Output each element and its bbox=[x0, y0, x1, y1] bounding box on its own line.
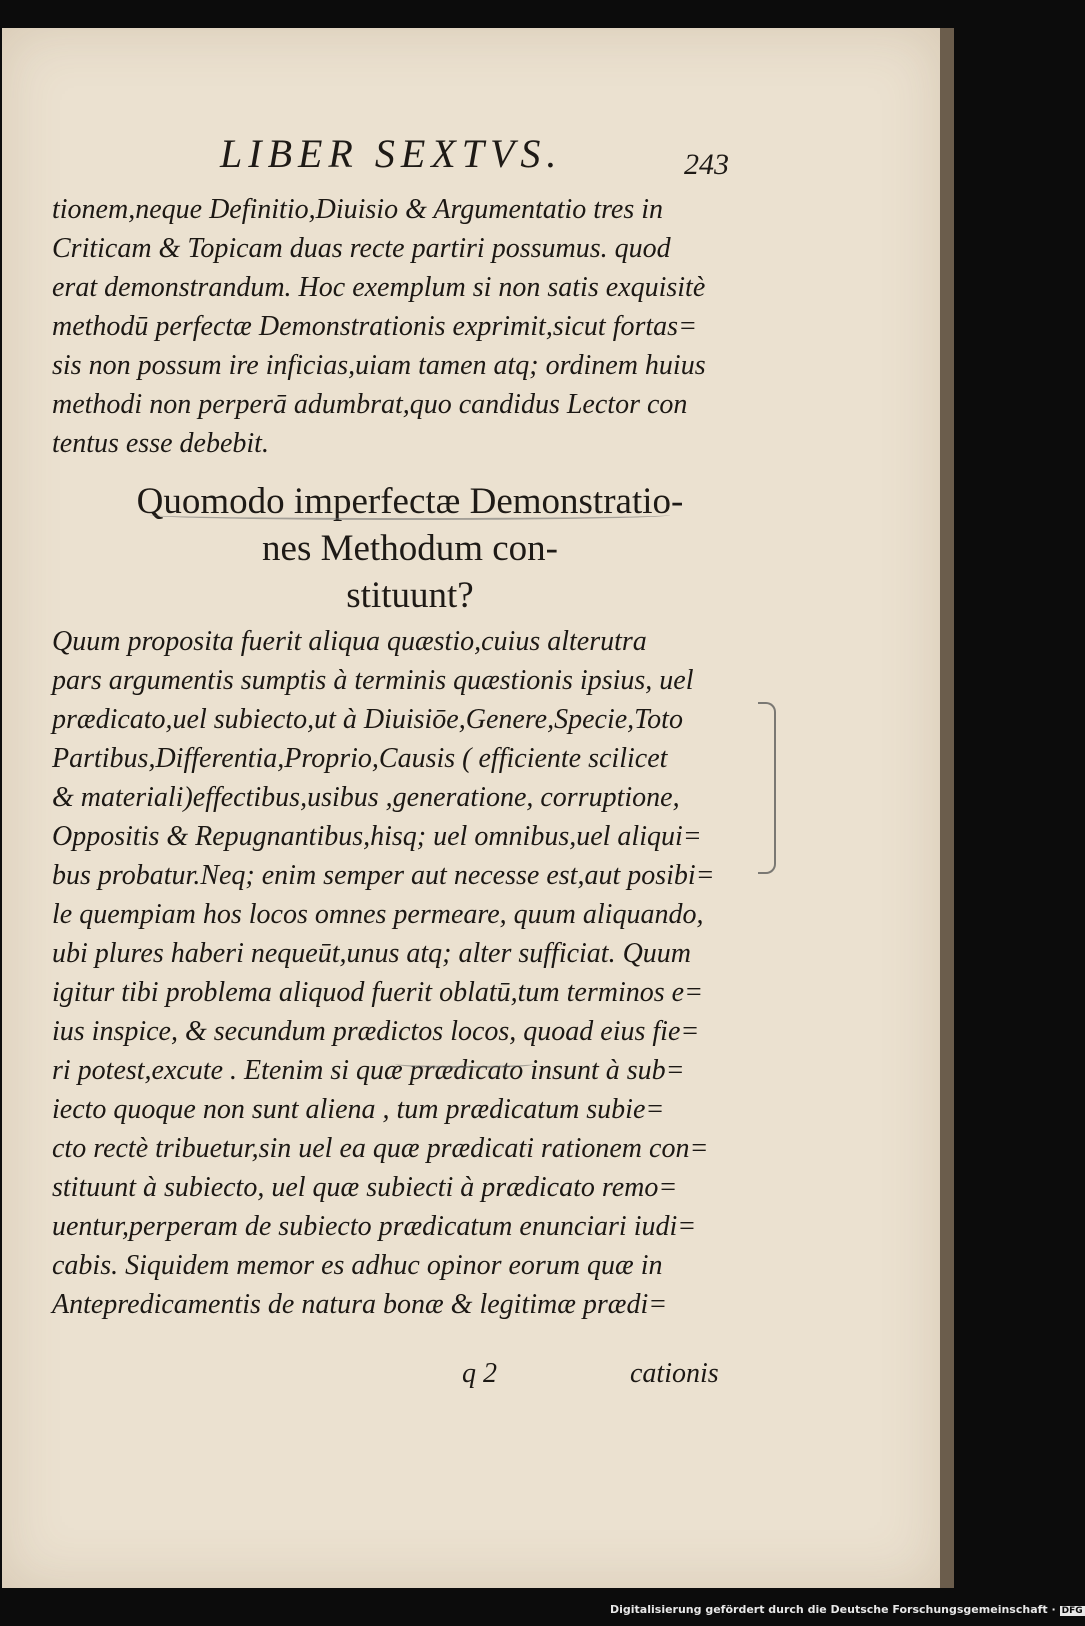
text-line: ri potest,excute . Etenim si quæ prædicato insunt à sub= bbox=[52, 1055, 685, 1086]
text-line: erat demonstrandum. Hoc exemplum si non satis exquisitè bbox=[52, 272, 706, 303]
heading-line: nes Methodum con- bbox=[262, 528, 558, 569]
text-line: prædicato,uel subiecto,ut à Diuisiōe,Genere,Specie,Toto bbox=[52, 704, 683, 735]
section-heading bbox=[60, 478, 760, 619]
signature-mark: q 2 bbox=[462, 1358, 497, 1389]
text-line: bus probatur.Neq; enim semper aut necesse est,aut posibi= bbox=[52, 860, 715, 891]
text-line: ius inspice, & secundum prædictos locos, quoad eius fie= bbox=[52, 1016, 700, 1047]
paragraph-continuation bbox=[52, 190, 740, 463]
text-line: methodū perfectæ Demonstrationis exprimit,sicut fortas= bbox=[52, 311, 697, 342]
dfg-logo: DFG bbox=[1061, 1606, 1083, 1616]
paragraph-body bbox=[52, 622, 740, 1324]
running-head: LIBER SEXTVS. bbox=[220, 131, 563, 176]
text-line: tionem,neque Definitio,Diuisio & Argumentatio tres in bbox=[52, 194, 664, 225]
text-line: ubi plures haberi nequeūt,unus atq; alter sufficiat. Quum bbox=[52, 938, 692, 969]
text-line: iecto quoque non sunt aliena , tum prædicatum subie= bbox=[52, 1094, 665, 1125]
page-number: 243 bbox=[684, 148, 729, 181]
text-line: cto rectè tribuetur,sin uel ea quæ prædicati rationem con= bbox=[52, 1133, 709, 1164]
pencil-underline bbox=[395, 1060, 535, 1068]
text-line: methodi non perperā adumbrat,quo candidus Lector con bbox=[52, 389, 688, 420]
text-line: tentus esse debebit. bbox=[52, 428, 269, 459]
heading-line: Quomodo imperfectæ Demonstratio- bbox=[136, 481, 684, 522]
catchword: cationis bbox=[630, 1358, 719, 1389]
margin-bracket-mark bbox=[758, 702, 776, 874]
text-line: uentur,perperam de subiecto prædicatum enunciari iudi= bbox=[52, 1211, 697, 1242]
page-edge bbox=[940, 28, 954, 1588]
text-line: sis non possum ire inficias,uiam tamen atq; ordinem huius bbox=[52, 350, 706, 381]
text-line: igitur tibi problema aliquod fuerit oblatū,tum terminos e= bbox=[52, 977, 703, 1008]
text-line: pars argumentis sumptis à terminis quæstionis ipsius, uel bbox=[52, 665, 694, 696]
heading-line: stituunt? bbox=[346, 575, 474, 616]
text-line: Antepredicamentis de natura bonæ & legitimæ prædi= bbox=[52, 1289, 668, 1320]
text-line: cabis. Siquidem memor es adhuc opinor eorum quæ in bbox=[52, 1250, 663, 1281]
text-line: Criticam & Topicam duas recte partiri possumus. quod bbox=[52, 233, 671, 264]
text-line: Partibus,Differentia,Proprio,Causis ( efficiente scilicet bbox=[52, 743, 668, 774]
text-line: Oppositis & Repugnantibus,hisq; uel omnibus,uel aliqui= bbox=[52, 821, 702, 852]
text-line: & materiali)effectibus,usibus ,generatione, corruptione, bbox=[52, 782, 680, 813]
pencil-underline bbox=[150, 510, 670, 520]
credit-text: Digitalisierung gefördert durch die Deutsche Forschungsgemeinschaft · bbox=[610, 1603, 1056, 1616]
text-line: Quum proposita fuerit aliqua quæstio,cuius alterutra bbox=[52, 626, 647, 657]
text-line: stituunt à subiecto, uel quæ subiecti à prædicato remo= bbox=[52, 1172, 678, 1203]
digitization-credit bbox=[610, 1603, 1083, 1616]
text-line: le quempiam hos locos omnes permeare, quum aliquando, bbox=[52, 899, 704, 930]
